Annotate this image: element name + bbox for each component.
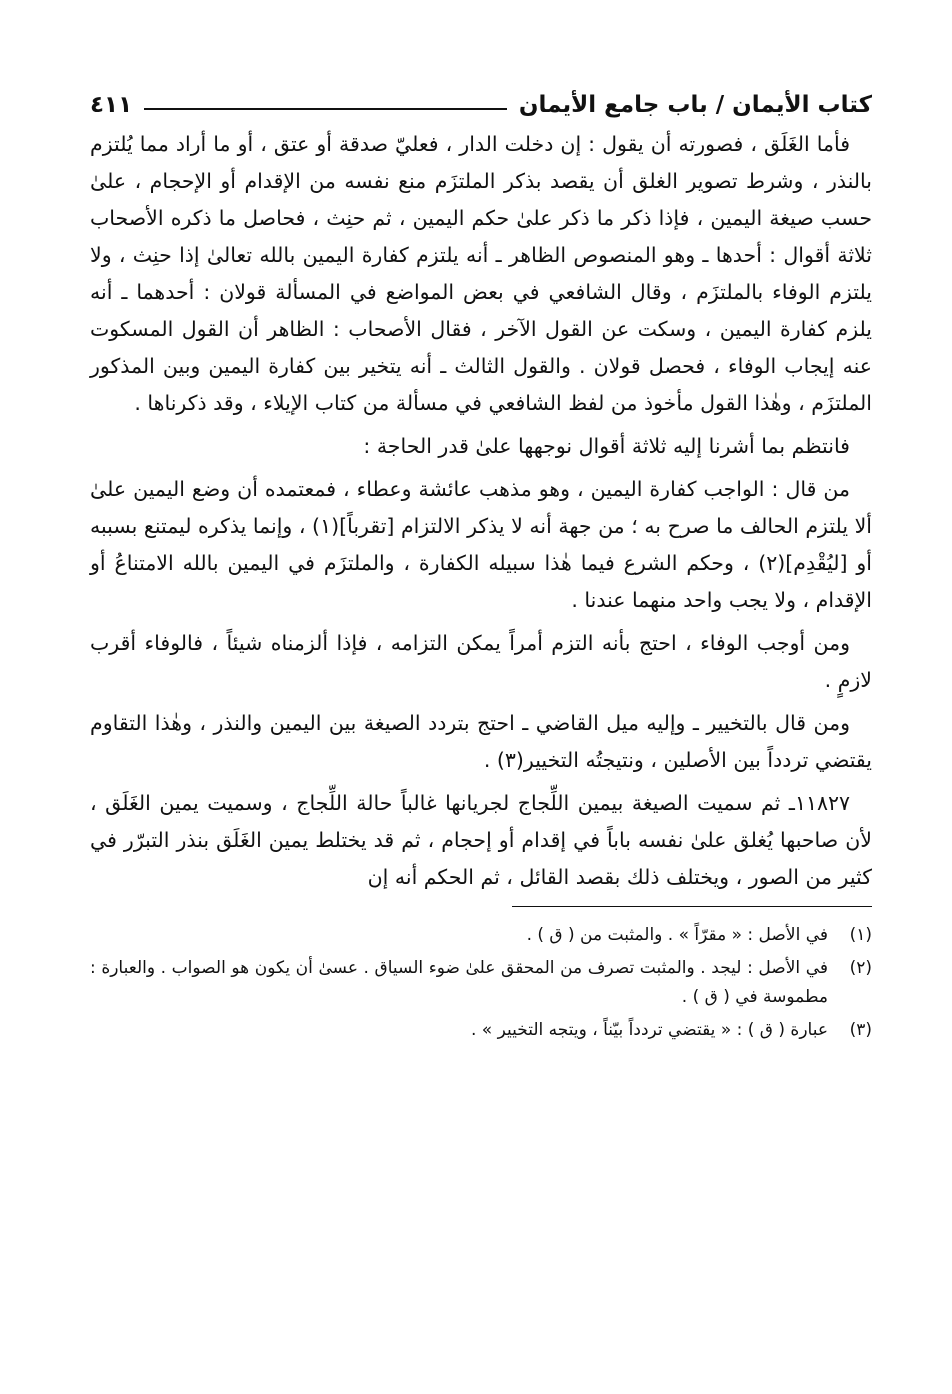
book-page: [90, 78, 872, 1049]
footnote-number: (١): [849, 925, 872, 945]
paragraph: فانتظم بما أشرنا إليه ثلاثة أقوال نوجهها علىٰ قدر الحاجة :: [363, 434, 850, 458]
paragraph: ١١٨٢٧ـ ثم سميت الصيغة بيمين اللِّجاج لجريانها غالباً حالة اللِّجاج ، وسميت يمين الغَلَق ، لأن صاحبها يُغلق علىٰ نفسه باباً في إقدام أو إحجام ، ثم قد يختلط يمين الغَلَق بنذر التبرّر في كثير من الصور ، ويختلف ذلك بقصد القائل ، ثم الحكم أنه إن: [90, 791, 872, 889]
paragraph: ومن قال بالتخيير ـ وإليه ميل القاضي ـ احتج بتردد الصيغة بين اليمين والنذر ، وهٰذا التقاوم يقتضي تردداً بين الأصلين ، ونتيجتُه التخيير(٣) .: [90, 711, 872, 772]
footnote-number: (٣): [849, 1020, 872, 1040]
footnote-text: في الأصل : « مقرّاً » . والمثبت من ( ق ) .: [526, 925, 828, 945]
footnote: [90, 954, 872, 1012]
footnote-number: (٢): [849, 958, 872, 978]
footnotes: [90, 921, 872, 1045]
paragraph: فأما الغَلَق ، فصورته أن يقول : إن دخلت الدار ، فعليّ صدقة أو عتق ، أو ما أراد مما يُلتزم بالنذر ، وشرط تصوير الغلق أن يقصد بذكر الملتزَم منع نفسه من الإقدام أو الإحجام ، علىٰ حسب صيغة اليمين ، فإذا ذكر ما ذكر علىٰ حكم اليمين ، ثم حنِث ، فحاصل ما ذكره الأصحاب ثلاثة أقوال : أحدها ـ وهو المنصوص الظاهر ـ أنه يلتزم كفارة اليمين بالله تعالىٰ إذا حنِث ، ولا يلتزم الوفاء بالملتزَم ، وقال الشافعي في بعض المواضع في المسألة قولان : أحدهما ـ أنه يلزم كفارة اليمين ، وسكت عن القول الآخر ، فقال الأصحاب : الظاهر أن القول المسكوت عنه إيجاب الوفاء ، فحصل قولان . والقول الثالث ـ أنه يتخير بين كفارة اليمين وبين المذكور الملتزَم ، وهٰذا القول مأخوذ من لفظ الشافعي في مسألة من كتاب الإيلاء ، وقد ذكرناها .: [90, 132, 872, 415]
paragraph: ومن أوجب الوفاء ، احتج بأنه التزم أمراً يمكن التزامه ، فإذا ألزمناه شيئاً ، فالوفاء أقرب لازمٍ .: [90, 631, 872, 692]
footnote-divider: [512, 906, 872, 907]
header-rule: [144, 108, 507, 110]
running-header: [90, 78, 872, 118]
footnote-text: عبارة ( ق ) : « يقتضي تردداً بيّناً ، ويتجه التخيير » .: [470, 1020, 828, 1040]
footnote-text: في الأصل : ليجد . والمثبت تصرف من المحقق علىٰ ضوء السياق . عسىٰ أن يكون هو الصواب . والعبارة : مطموسة في ( ق ) .: [90, 958, 828, 1007]
chapter-title: كتاب الأيمان / باب جامع الأيمان: [518, 92, 872, 118]
main-text: [90, 126, 872, 896]
footnote: [90, 1016, 872, 1045]
footnote: [90, 921, 872, 950]
page-number: ٤١١: [90, 92, 133, 118]
paragraph: من قال : الواجب كفارة اليمين ، وهو مذهب عائشة وعطاء ، فمعتمده أن وضع اليمين علىٰ ألا يلتزم الحالف ما صرح به ؛ من جهة أنه لا يذكر الالتزام [تقرباً](١) ، وإنما يذكره ليمتنع بسببه أو [ليُقْدِم](٢) ، وحكم الشرع فيما هٰذا سبيله الكفارة ، والملتزَم في اليمين بالله الامتناعُ أو الإقدام ، ولا يجب واحد منهما عندنا .: [90, 477, 872, 612]
